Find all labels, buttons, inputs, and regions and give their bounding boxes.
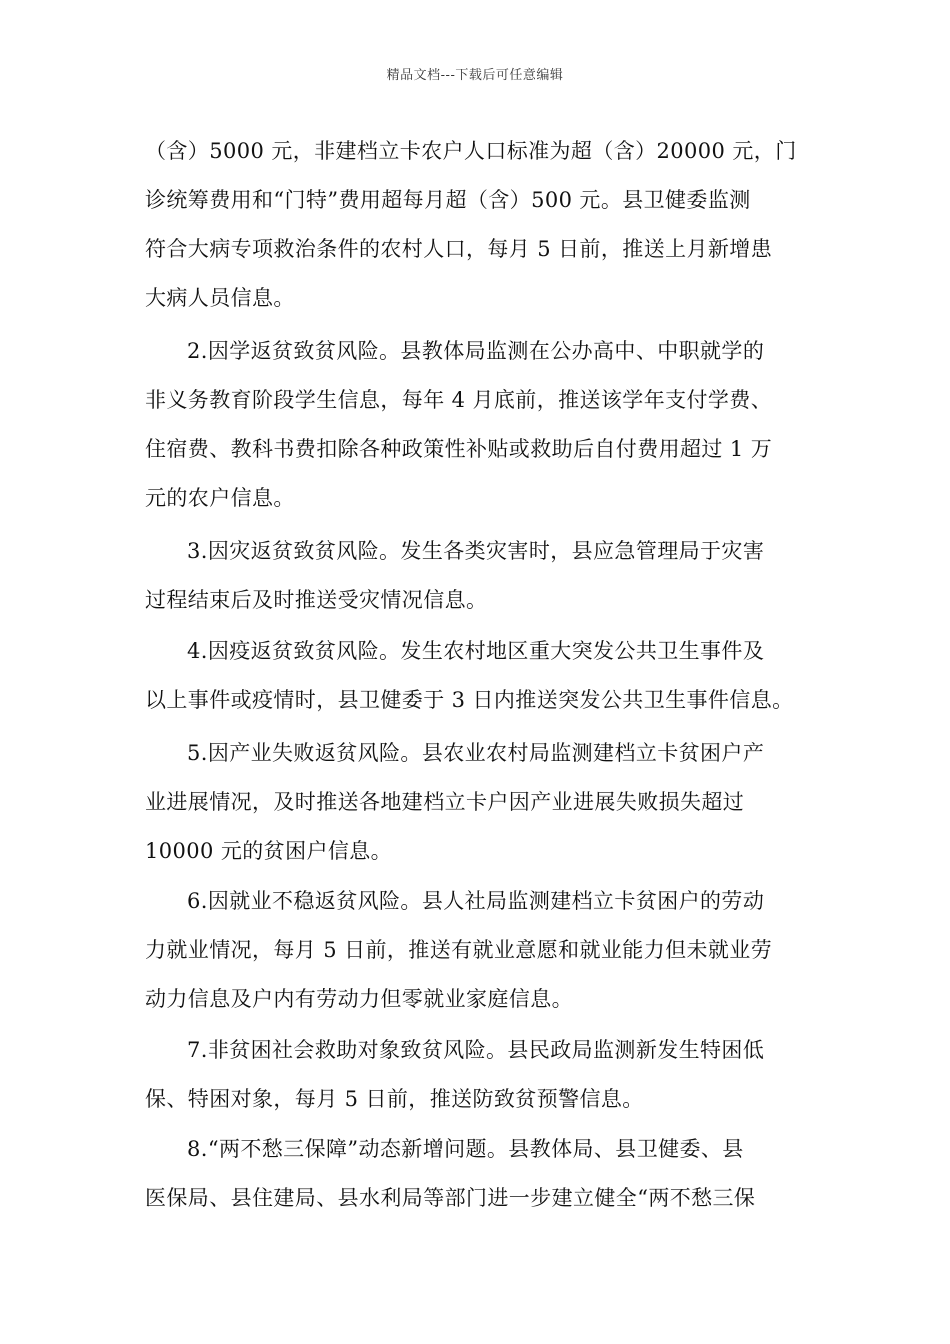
text-line: 住宿费、教科书费扣除各种政策性补贴或救助后自付费用超过 1 万: [145, 437, 773, 461]
paragraph-first-line: 4.因疫返贫致贫风险。发生农村地区重大突发公共卫生事件及: [187, 639, 765, 663]
paragraph-first-line: 2.因学返贫致贫风险。县教体局监测在公办高中、中职就学的: [187, 339, 765, 363]
text-line: 大病人员信息。: [145, 286, 295, 310]
text-line: 保、特困对象，每月 5 日前，推送防致贫预警信息。: [145, 1087, 644, 1111]
text-line: （含）5000 元，非建档立卡农户人口标准为超（含）20000 元，门: [145, 139, 797, 163]
text-line: 以上事件或疫情时，县卫健委于 3 日内推送突发公共卫生事件信息。: [145, 688, 794, 712]
paragraph-first-line: 5.因产业失败返贫风险。县农业农村局监测建档立卡贫困户产: [187, 741, 765, 765]
text-line: 符合大病专项救治条件的农村人口，每月 5 日前，推送上月新增患: [145, 237, 773, 261]
text-line: 10000 元的贫困户信息。: [145, 839, 393, 863]
text-line: 动力信息及户内有劳动力但零就业家庭信息。: [145, 987, 573, 1011]
text-line: 医保局、县住建局、县水利局等部门进一步建立健全“两不愁三保: [145, 1186, 756, 1210]
paragraph-first-line: 6.因就业不稳返贫风险。县人社局监测建档立卡贫困户的劳动: [187, 889, 765, 913]
page-header: 精品文档---下载后可任意编辑: [386, 68, 564, 83]
text-line: 元的农户信息。: [145, 486, 295, 510]
text-line: 力就业情况，每月 5 日前，推送有就业意愿和就业能力但未就业劳: [145, 938, 773, 962]
text-line: 诊统筹费用和“门特”费用超每月超（含）500 元。县卫健委监测: [145, 188, 751, 212]
text-line: 过程结束后及时推送受灾情况信息。: [145, 588, 488, 612]
paragraph-first-line: 7.非贫困社会救助对象致贫风险。县民政局监测新发生特困低: [187, 1038, 765, 1062]
paragraph-first-line: 3.因灾返贫致贫风险。发生各类灾害时，县应急管理局于灾害: [187, 539, 765, 563]
text-line: 业进展情况，及时推送各地建档立卡户因产业进展失败损失超过: [145, 790, 745, 814]
paragraph-first-line: 8.“两不愁三保障”动态新增问题。县教体局、县卫健委、县: [187, 1137, 744, 1161]
text-line: 非义务教育阶段学生信息，每年 4 月底前，推送该学年支付学费、: [145, 388, 773, 412]
